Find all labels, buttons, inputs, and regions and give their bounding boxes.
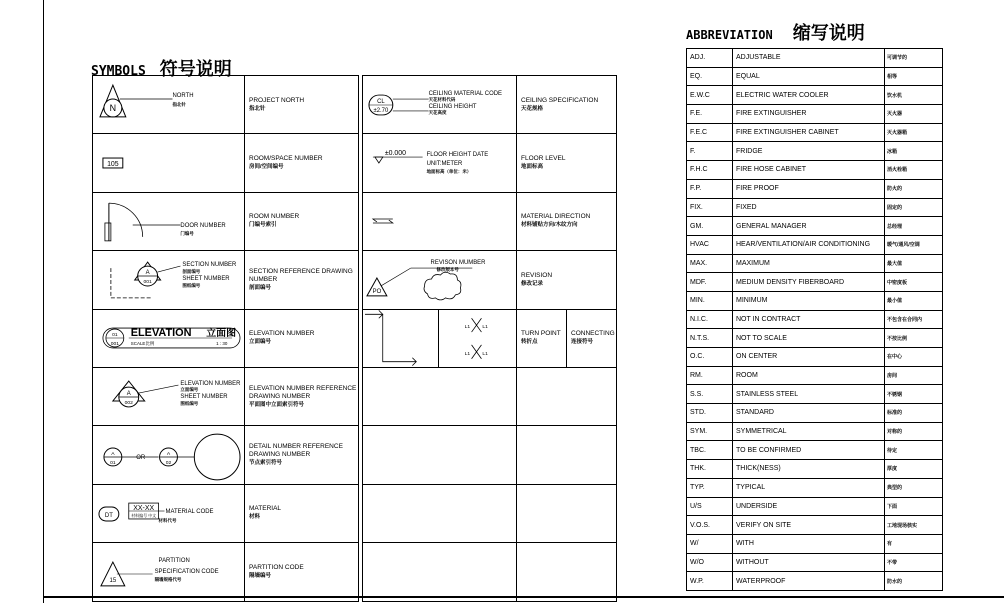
connecting-drawing — [439, 309, 517, 367]
partition-spec-zh: 隔墙规格代号 — [154, 576, 182, 582]
abbreviation-meaning: WITH — [733, 534, 885, 553]
abbreviation-meaning: NOT IN CONTRACT — [733, 310, 885, 329]
symbol-row-door-number — [93, 192, 359, 250]
symbol-label — [517, 251, 617, 309]
revision-cloud-icon — [363, 252, 516, 308]
connect-mark-1: L1 — [464, 325, 471, 331]
symbol-label — [245, 367, 359, 425]
abbreviation-row — [687, 422, 943, 441]
abbreviation-row — [687, 67, 943, 86]
abbreviation-meaning: WITHOUT — [733, 553, 885, 572]
abbreviation-meaning: SYMMETRICAL — [733, 422, 885, 441]
symbol-label-zh: 节点索引符号 — [249, 460, 283, 467]
revision-number-text: REVISON MUMBER — [430, 259, 486, 266]
abbreviation-row — [687, 441, 943, 460]
abbreviation-code: TYP. — [687, 478, 733, 497]
symbol-label — [517, 76, 617, 134]
abbreviation-code: EQ. — [687, 67, 733, 86]
symbol-label — [245, 426, 359, 484]
material-code-text-zh: 材料代号 — [158, 518, 177, 524]
symbol-row-material-direction — [363, 192, 617, 250]
abbreviation-row — [687, 142, 943, 161]
abbreviation-row — [687, 235, 943, 254]
abbreviation-meaning: MINIMUM — [733, 291, 885, 310]
turn-point-label — [517, 309, 567, 367]
abbreviation-table — [686, 48, 943, 591]
partition-mark: 15 — [109, 577, 117, 584]
symbol-label-zh: 门编号索引 — [249, 222, 277, 229]
abbreviation-meaning: MAXIMUM — [733, 254, 885, 273]
symbols-table-left — [92, 75, 359, 602]
material-code-zh: 材料编号 中文 — [131, 513, 157, 519]
abbreviation-meaning-zh: 防水的 — [885, 572, 943, 591]
connecting-icon — [439, 310, 516, 366]
abbreviation-row — [687, 385, 943, 404]
abbreviation-meaning-zh: 灭火器 — [885, 105, 943, 124]
abbreviation-row — [687, 366, 943, 385]
abbreviation-code: U/S — [687, 497, 733, 516]
symbol-label-zh: 房间/空间编号 — [249, 164, 284, 171]
abbreviation-meaning: ON CENTER — [733, 348, 885, 367]
symbol-label — [245, 134, 359, 192]
symbol-label-en: ELEVATION NUMBER — [249, 330, 315, 338]
symbol-label-en: MATERIAL DIRECTION — [521, 213, 591, 221]
abbreviation-code: W/ — [687, 534, 733, 553]
abbreviation-meaning-zh: 饮水机 — [885, 86, 943, 105]
abbreviation-row — [687, 553, 943, 572]
symbols-table-right — [362, 75, 617, 602]
symbol-label-zh: 立面编号 — [249, 339, 272, 346]
symbol-label — [245, 192, 359, 250]
symbol-label-en: CONNECTING — [571, 330, 615, 338]
abbreviation-meaning-zh: 最小值 — [885, 291, 943, 310]
detail-sheet-mark-2: 02 — [165, 460, 172, 466]
symbol-label-zh: 剖面编号 — [249, 284, 272, 291]
abbreviation-code: N.T.S. — [687, 329, 733, 348]
abbreviation-meaning-zh: 不锈钢 — [885, 385, 943, 404]
abbreviation-code: F.E.C — [687, 123, 733, 142]
abbreviation-row — [687, 478, 943, 497]
elevation-ref-drawing — [93, 367, 245, 425]
abbreviation-heading-zh: 缩写说明 — [792, 23, 865, 44]
abbreviation-code: S.S. — [687, 385, 733, 404]
abbreviation-meaning: ELECTRIC WATER COOLER — [733, 86, 885, 105]
symbol-label-en: CEILING SPECIFICATION — [521, 96, 599, 104]
abbreviation-row — [687, 86, 943, 105]
floor-level-icon — [363, 135, 516, 191]
abbreviation-row — [687, 198, 943, 217]
abbreviation-meaning: ROOM — [733, 366, 885, 385]
elevation-sheet-mark: 001 — [110, 342, 119, 348]
abbreviation-meaning: FIRE EXTINGUISHER — [733, 105, 885, 124]
symbol-row-partition — [93, 543, 359, 601]
abbreviation-code: MAX. — [687, 254, 733, 273]
symbol-row-empty — [363, 543, 617, 601]
abbreviation-meaning: FRIDGE — [733, 142, 885, 161]
symbol-label-en: SECTION REFERENCE DRAWING NUMBER — [249, 267, 353, 283]
symbol-label-en: PARTITION CODE — [249, 563, 304, 571]
ceiling-height-zh: 天花高度 — [428, 109, 447, 115]
abbreviation-meaning: FIRE EXTINGUISHER CABINET — [733, 123, 885, 142]
abbreviation-meaning: EQUAL — [733, 67, 885, 86]
symbol-label — [517, 192, 617, 250]
symbol-row-revision — [363, 251, 617, 309]
material-direction-drawing — [363, 192, 517, 250]
empty-cell — [517, 367, 617, 425]
elevation-ref-mark: A — [126, 390, 131, 397]
abbreviation-code: F.P. — [687, 179, 733, 198]
abbreviation-code: FIX. — [687, 198, 733, 217]
abbreviation-code: F.E. — [687, 105, 733, 124]
abbreviation-meaning: MEDIUM DENSITY FIBERBOARD — [733, 273, 885, 292]
symbol-label-zh: 材料铺贴方向/木纹方向 — [521, 222, 578, 229]
abbreviation-code: STD. — [687, 404, 733, 423]
symbol-label — [245, 543, 359, 601]
ceiling-drawing — [363, 76, 517, 134]
abbreviation-row — [687, 123, 943, 142]
abbreviation-meaning: HEAR/VENTILATION/AIR CONDITIONING — [733, 235, 885, 254]
partition-text: PARTITION — [158, 557, 190, 564]
abbreviation-code: MIN. — [687, 291, 733, 310]
north-text: NORTH — [172, 92, 194, 99]
abbreviation-meaning-zh: 防火的 — [885, 179, 943, 198]
elevation-mark: 01 — [112, 333, 118, 339]
abbreviation-meaning-zh: 中密度板 — [885, 273, 943, 292]
abbreviation-row — [687, 217, 943, 236]
abbreviation-code: V.O.S. — [687, 516, 733, 535]
symbol-label-en: MATERIAL — [249, 505, 282, 513]
elevation-ref-text: ELEVATION NUMBER — [180, 380, 241, 387]
abbreviation-meaning-zh: 不按比例 — [885, 329, 943, 348]
material-code: XX-XX — [133, 505, 155, 513]
symbol-row-north — [93, 76, 359, 134]
abbreviation-code: MDF. — [687, 273, 733, 292]
abbreviation-meaning-zh: 在中心 — [885, 348, 943, 367]
elevation-ref-sheet-zh: 图纸编号 — [180, 400, 199, 406]
symbol-row-section — [93, 251, 359, 309]
abbreviation-row — [687, 497, 943, 516]
door-number-drawing — [93, 192, 245, 250]
detail-or-text: OR — [136, 455, 146, 462]
section-mark: A — [145, 269, 150, 276]
symbol-label-zh: 隔墙编号 — [249, 572, 272, 579]
symbol-row-empty — [363, 367, 617, 425]
abbreviation-meaning-zh: 不带 — [885, 553, 943, 572]
floor-unit-zh: 地面标高（单位：米） — [426, 169, 472, 175]
abbreviation-meaning: WATERPROOF — [733, 572, 885, 591]
floor-unit-text: UNIT:METER — [426, 161, 463, 168]
abbreviation-code: SYM. — [687, 422, 733, 441]
elevation-title-icon — [93, 310, 244, 366]
abbreviation-code: O.C. — [687, 348, 733, 367]
abbreviation-meaning-zh: 房间 — [885, 366, 943, 385]
elevation-scale-ratio: 1 : 30 — [216, 341, 228, 347]
section-marker-icon — [93, 252, 244, 308]
symbol-label-zh: 修改记录 — [521, 280, 544, 287]
detail-mark: A — [111, 452, 115, 458]
turn-point-drawing — [363, 309, 439, 367]
abbreviation-code: E.W.C — [687, 86, 733, 105]
abbreviation-row — [687, 516, 943, 535]
abbreviation-meaning-zh: 对称的 — [885, 422, 943, 441]
floor-height-text: FLOOR HEIGHT DATE — [426, 152, 489, 159]
abbreviation-row — [687, 404, 943, 423]
symbol-label-zh: 地面标高 — [521, 164, 544, 171]
material-code-text: MATERIAL CODE — [165, 509, 214, 516]
room-number-box-icon — [93, 135, 244, 191]
symbol-label — [517, 134, 617, 192]
symbol-row-ceiling — [363, 76, 617, 134]
abbreviation-meaning-zh: 最大值 — [885, 254, 943, 273]
symbol-label-en: PROJECT NORTH — [249, 96, 305, 104]
abbreviation-meaning-zh: 冰箱 — [885, 142, 943, 161]
symbol-label-en: ELEVATION NUMBER REFERENCE DRAWING NUMBER — [249, 384, 357, 400]
symbol-row-room-number — [93, 134, 359, 192]
symbol-label-en: TURN POINT — [521, 330, 561, 338]
revision-mark: PO — [372, 288, 382, 295]
abbreviation-table-body — [687, 49, 943, 591]
drawing-frame-left — [43, 0, 44, 603]
abbreviation-meaning-zh: 厚度 — [885, 460, 943, 479]
symbols-heading-en: SYMBOLS — [91, 64, 146, 79]
abbreviation-row — [687, 310, 943, 329]
detail-mark-2: A — [166, 452, 171, 458]
revision-drawing — [363, 251, 517, 309]
elevation-title-zh: 立面图 — [206, 328, 237, 340]
abbreviation-row — [687, 534, 943, 553]
abbreviation-heading-en: ABBREVIATION — [686, 28, 773, 42]
symbol-row-empty — [363, 426, 617, 484]
abbreviation-meaning: FIRE PROOF — [733, 179, 885, 198]
abbreviation-code: F. — [687, 142, 733, 161]
symbol-label-en: REVISION — [521, 271, 553, 279]
material-tag-icon — [93, 485, 244, 541]
empty-cell — [363, 367, 517, 425]
abbreviation-row — [687, 273, 943, 292]
door-number-text-zh: 门编号 — [180, 231, 194, 237]
abbreviation-meaning: STANDARD — [733, 404, 885, 423]
ceiling-code-zh: 天花材料代码 — [428, 96, 456, 102]
abbreviation-code: ADJ. — [687, 49, 733, 68]
symbol-label-en: ROOM/SPACE NUMBER — [249, 155, 323, 163]
connect-mark-1b: L1 — [482, 325, 488, 331]
abbreviation-meaning: ADJUSTABLE — [733, 49, 885, 68]
symbol-label-zh: 平面图中立面索引符号 — [249, 401, 305, 408]
north-arrow-drawing — [93, 76, 245, 134]
material-drawing — [93, 484, 245, 542]
abbreviation-meaning-zh: 灭火器箱 — [885, 123, 943, 142]
symbols-heading-zh: 符号说明 — [159, 59, 232, 80]
elevation-ref-zh: 立面编号 — [180, 386, 199, 392]
abbreviation-meaning-zh: 典型的 — [885, 478, 943, 497]
abbreviation-code: HVAC — [687, 235, 733, 254]
abbreviation-meaning: THICK(NESS) — [733, 460, 885, 479]
abbreviation-meaning-zh: 待定 — [885, 441, 943, 460]
elevation-title-drawing — [93, 309, 245, 367]
empty-cell — [517, 543, 617, 601]
abbreviation-row — [687, 329, 943, 348]
symbol-label-zh: 天花规格 — [521, 105, 544, 112]
floor-level-drawing — [363, 134, 517, 192]
door-number-text: DOOR NUMBER — [180, 223, 226, 230]
elevation-ref-sheet-text: SHEET NUMBER — [180, 393, 228, 400]
symbol-label — [245, 76, 359, 134]
abbreviation-code: TBC. — [687, 441, 733, 460]
symbol-label-en: FLOOR LEVEL — [521, 155, 566, 163]
abbreviation-row — [687, 105, 943, 124]
empty-cell — [363, 543, 517, 601]
detail-marker-icon — [93, 427, 244, 483]
abbreviation-code: F.H.C — [687, 161, 733, 180]
symbol-label — [245, 251, 359, 309]
abbreviation-meaning-zh: 下面 — [885, 497, 943, 516]
symbol-row-elevation-ref — [93, 367, 359, 425]
symbol-row-elevation — [93, 309, 359, 367]
abbreviation-meaning: FIXED — [733, 198, 885, 217]
abbreviation-row — [687, 161, 943, 180]
section-drawing — [93, 251, 245, 309]
north-arrow-symbol-icon — [93, 77, 244, 133]
partition-triangle-icon — [93, 544, 244, 600]
symbol-row-floor-level — [363, 134, 617, 192]
ceiling-code-text: CEILING MATERIAL CODE — [428, 90, 503, 97]
direction-arrows-icon — [363, 193, 516, 249]
abbreviation-meaning: NOT TO SCALE — [733, 329, 885, 348]
section-sheet-zh: 图纸编号 — [182, 282, 201, 288]
abbreviation-heading — [686, 19, 865, 45]
symbol-label — [245, 484, 359, 542]
abbreviation-row — [687, 291, 943, 310]
section-sheet-text: SHEET NUMBER — [182, 275, 230, 282]
symbol-row-turn-point — [363, 309, 617, 367]
abbreviation-row — [687, 572, 943, 591]
symbol-label-en: DETAIL NUMBER REFERENCE DRAWING NUMBER — [249, 443, 343, 459]
abbreviation-row — [687, 179, 943, 198]
material-mark: DT — [104, 513, 113, 520]
symbol-row-detail — [93, 426, 359, 484]
symbol-label-zh: 材料 — [249, 514, 261, 521]
section-number-zh: 剖面编号 — [182, 268, 201, 274]
symbol-label-zh: 转折点 — [521, 339, 538, 346]
abbreviation-row — [687, 49, 943, 68]
empty-cell — [363, 484, 517, 542]
partition-drawing — [93, 543, 245, 601]
symbol-label-en: ROOM NUMBER — [249, 213, 300, 221]
abbreviation-meaning-zh: 总经理 — [885, 217, 943, 236]
section-sheet-mark: 001 — [143, 279, 152, 285]
elevation-scale-label: SCALE比例 — [130, 341, 155, 347]
abbreviation-meaning: UNDERSIDE — [733, 497, 885, 516]
abbreviation-meaning: TO BE CONFIRMED — [733, 441, 885, 460]
connecting-label — [567, 309, 617, 367]
door-swing-icon — [93, 193, 244, 249]
abbreviation-meaning-zh: 不包含在合同内 — [885, 310, 943, 329]
abbreviation-meaning-zh: 消火栓箱 — [885, 161, 943, 180]
connect-mark-2: L1 — [464, 352, 471, 358]
ceiling-height-mark: ±2.70 — [373, 107, 389, 114]
abbreviation-code: THK. — [687, 460, 733, 479]
symbol-label-zh: 指北针 — [249, 105, 266, 112]
empty-cell — [517, 426, 617, 484]
abbreviation-code: W.P. — [687, 572, 733, 591]
abbreviation-meaning: STAINLESS STEEL — [733, 385, 885, 404]
symbol-label — [245, 309, 359, 367]
turn-point-icon — [363, 310, 438, 366]
abbreviation-code: N.I.C. — [687, 310, 733, 329]
abbreviation-meaning: GENERAL MANAGER — [733, 217, 885, 236]
elevation-title: ELEVATION — [130, 327, 192, 340]
abbreviation-meaning: VERIFY ON SITE — [733, 516, 885, 535]
abbreviation-meaning-zh: 固定的 — [885, 198, 943, 217]
ceiling-height-text: CEILING HEIGHT — [428, 103, 477, 110]
revision-number-zh: 修改版本号 — [436, 266, 459, 272]
symbol-row-empty — [363, 484, 617, 542]
detail-drawing — [93, 426, 245, 484]
room-number-mark: 105 — [107, 161, 119, 169]
abbreviation-row — [687, 460, 943, 479]
detail-sheet-mark: 01 — [110, 460, 116, 466]
section-number-text: SECTION NUMBER — [182, 261, 237, 268]
empty-cell — [363, 426, 517, 484]
abbreviation-code: GM. — [687, 217, 733, 236]
abbreviation-code: RM. — [687, 366, 733, 385]
abbreviation-row — [687, 348, 943, 367]
abbreviation-meaning-zh: 相等 — [885, 67, 943, 86]
room-number-drawing — [93, 134, 245, 192]
abbreviation-row — [687, 254, 943, 273]
abbreviation-meaning-zh: 可调节的 — [885, 49, 943, 68]
ceiling-tag-icon — [363, 77, 516, 133]
north-text-zh: 指北针 — [172, 101, 186, 107]
abbreviation-code: W/O — [687, 553, 733, 572]
elevation-ref-sheet-mark: 002 — [124, 400, 133, 406]
symbol-label-zh: 连接符号 — [571, 339, 594, 346]
connect-mark-2b: L1 — [482, 352, 488, 358]
abbreviation-meaning-zh: 暖气/通风/空调 — [885, 235, 943, 254]
abbreviation-meaning-zh: 有 — [885, 534, 943, 553]
elevation-ref-icon — [93, 369, 244, 425]
abbreviation-meaning: FIRE HOSE CABINET — [733, 161, 885, 180]
empty-cell — [517, 484, 617, 542]
abbreviation-meaning-zh: 工地现场核实 — [885, 516, 943, 535]
abbreviation-meaning: TYPICAL — [733, 478, 885, 497]
symbol-row-material — [93, 484, 359, 542]
abbreviation-meaning-zh: 标准的 — [885, 404, 943, 423]
north-mark: N — [109, 102, 117, 113]
floor-level-mark: ±0.000 — [384, 150, 407, 158]
partition-spec-text: SPECIFICATION CODE — [154, 568, 219, 575]
ceiling-mark: CL — [377, 98, 385, 105]
